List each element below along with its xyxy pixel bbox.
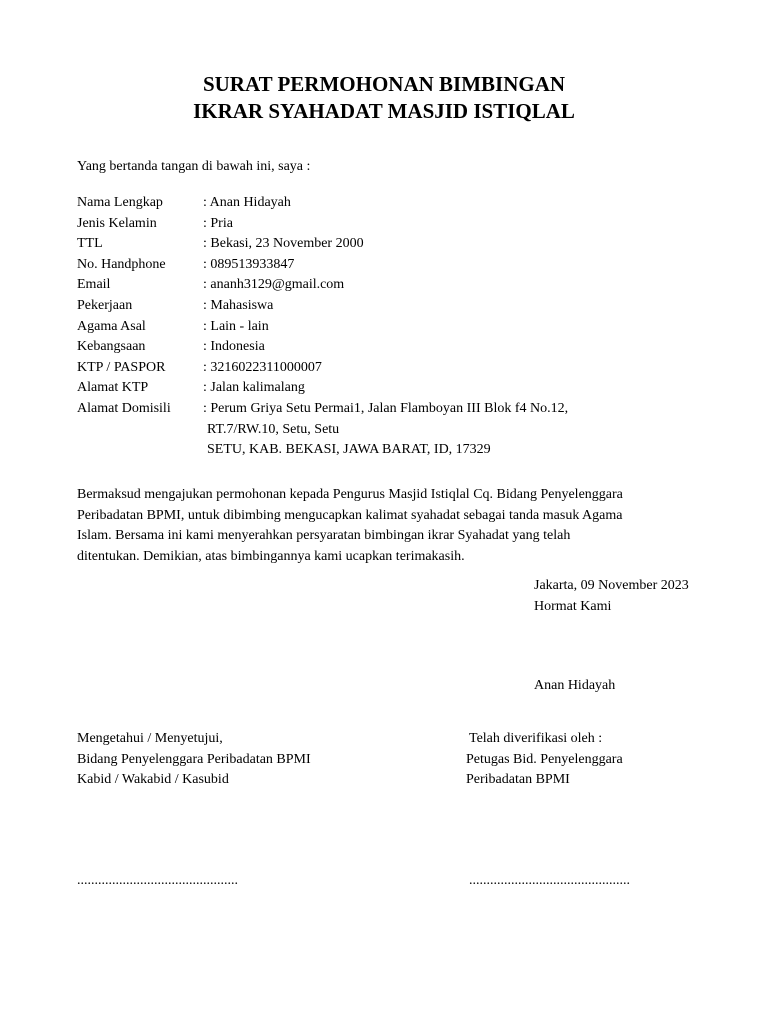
approval-right-line3: Peribadatan BPMI — [466, 772, 570, 788]
field-value: : Indonesia — [203, 339, 265, 355]
field-value: : 089513933847 — [203, 256, 295, 272]
field-label: Pekerjaan — [77, 297, 133, 313]
field-row-kebangsaan — [77, 337, 697, 358]
applicant-details — [77, 193, 697, 461]
field-row-nama-lengkap — [77, 193, 697, 214]
field-row-agama-asal — [77, 317, 697, 338]
field-row-pekerjaan — [77, 296, 697, 317]
field-label: Email — [77, 277, 111, 293]
field-row-alamat-domisili — [77, 399, 697, 420]
field-value: : ananh3129@gmail.com — [203, 277, 345, 293]
paragraph-line: Bermaksud mengajukan permohonan kepada Pengurus Masjid Istiqlal Cq. Bidang Penyelenggara — [77, 487, 623, 502]
field-value: : Perum Griya Setu Permai1, Jalan Flamboyan III Blok f4 No.12, — [203, 400, 569, 416]
signature-line-left: .............................................. — [77, 873, 238, 888]
field-label: Agama Asal — [77, 318, 146, 334]
field-row-jenis-kelamin — [77, 214, 697, 235]
field-row-no-handphone — [77, 255, 697, 276]
field-value: : Jalan kalimalang — [203, 380, 305, 396]
address-continuation-1 — [77, 420, 697, 441]
field-value: : Lain - lain — [203, 318, 269, 334]
approval-right — [466, 729, 623, 791]
address-continuation-2 — [77, 440, 697, 461]
field-label: Kebangsaan — [77, 339, 146, 355]
approval-left-line3: Kabid / Wakabid / Kasubid — [77, 772, 229, 788]
field-row-email — [77, 275, 697, 296]
field-row-ktp-paspor — [77, 358, 697, 379]
field-value: : Pria — [203, 215, 233, 231]
paragraph-line: ditentukan. Demikian, atas bimbingannya kami ucapkan terimakasih. — [77, 548, 465, 564]
field-label: Alamat Domisili — [77, 400, 171, 416]
field-label: Jenis Kelamin — [77, 215, 157, 231]
field-row-ttl — [77, 234, 697, 255]
letter-title-line1: SURAT PERMOHONAN BIMBINGAN — [202, 72, 566, 96]
place-date: Jakarta, 09 November 2023 — [534, 578, 689, 593]
address-line: RT.7/RW.10, Setu, Setu — [207, 421, 340, 437]
approval-right-line2: Petugas Bid. Penyelenggara — [466, 751, 623, 767]
paragraph-line: Islam. Bersama ini kami menyerahkan persyaratan bimbingan ikrar Syahadat yang telah — [77, 528, 571, 544]
intro-text: Yang bertanda tangan di bawah ini, saya : — [77, 159, 311, 174]
field-value: : Anan Hidayah — [203, 195, 291, 210]
field-row-alamat-ktp — [77, 378, 697, 399]
approval-left-line1: Mengetahui / Menyetujui, — [77, 731, 223, 746]
approval-left-line2: Bidang Penyelenggara Peribadatan BPMI — [77, 751, 311, 767]
request-paragraph — [77, 485, 717, 567]
field-label: Alamat KTP — [77, 380, 149, 396]
closing-block — [534, 576, 689, 617]
signature-line-right: .............................................. — [469, 873, 630, 888]
signer-name: Anan Hidayah — [534, 678, 616, 693]
field-value: : Bekasi, 23 November 2000 — [203, 236, 364, 252]
approval-left — [77, 729, 311, 791]
field-label: KTP / PASPOR — [77, 359, 166, 375]
field-label: No. Handphone — [77, 256, 166, 272]
regards-text: Hormat Kami — [534, 598, 612, 614]
field-label: TTL — [77, 236, 103, 252]
field-value: : 3216022311000007 — [203, 359, 322, 375]
paragraph-line: Peribadatan BPMI, untuk dibimbing mengucapkan kalimat syahadat sebagai tanda masuk Agama — [77, 507, 623, 523]
address-line: SETU, KAB. BEKASI, JAWA BARAT, ID, 17329 — [207, 442, 491, 458]
letter-title-line2: IKRAR SYAHADAT MASJID ISTIQLAL — [193, 99, 575, 123]
field-value: : Mahasiswa — [203, 297, 274, 313]
approval-right-line1: Telah diverifikasi oleh : — [469, 731, 603, 746]
field-label: Nama Lengkap — [77, 195, 163, 210]
